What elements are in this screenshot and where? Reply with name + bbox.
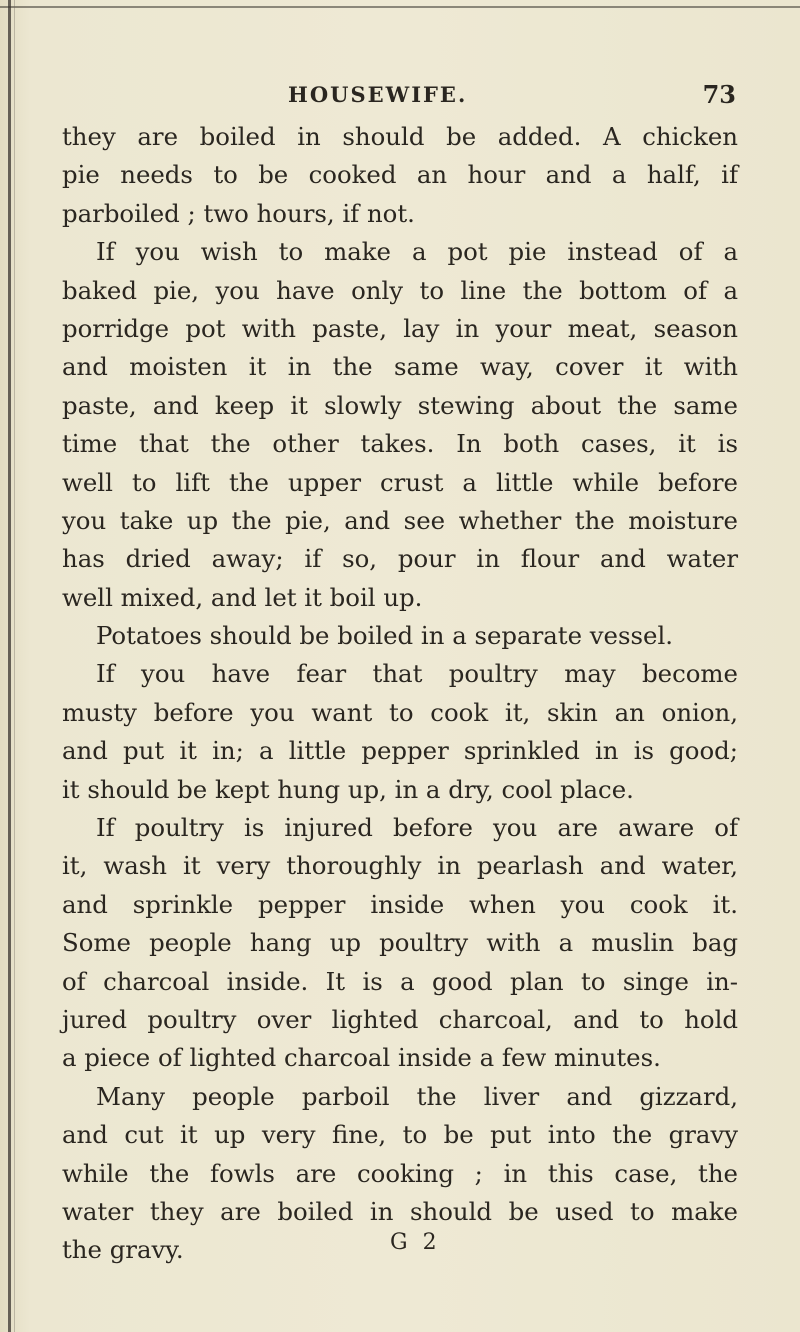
text-line: the gravy.	[62, 1235, 184, 1265]
page-edge-top	[0, 6, 800, 8]
body-text	[62, 118, 738, 1270]
text-line: parboiled ; two hours, if not.	[62, 198, 415, 228]
text-line: it, wash it very thoroughly in pearlash and water,	[62, 851, 738, 881]
text-line: water they are boiled in should be used to make	[62, 1196, 738, 1226]
text-line: If poultry is injured before you are aware of	[96, 813, 738, 843]
binding-gutter-shadow	[14, 0, 15, 1332]
text-line: time that the other takes. In both cases, it is	[62, 429, 738, 459]
binding-gutter	[8, 0, 11, 1332]
text-line: of charcoal inside. It is a good plan to singe in-	[62, 966, 738, 996]
text-line: porridge pot with paste, lay in your meat, season	[62, 313, 738, 343]
text-line: Some people hang up poultry with a muslin bag	[62, 928, 738, 958]
text-line: well mixed, and let it boil up.	[62, 582, 423, 612]
text-line: it should be kept hung up, in a dry, cool place.	[62, 774, 634, 804]
text-line: and moisten it in the same way, cover it with	[62, 352, 738, 382]
text-line: If you have fear that poultry may become	[96, 659, 738, 689]
text-line: jured poultry over lighted charcoal, and to hold	[62, 1004, 738, 1034]
text-line: and put it in; a little pepper sprinkled in is good;	[62, 736, 738, 766]
signature-mark: G 2	[390, 1230, 441, 1255]
text-line: and cut it up very fine, to be put into the gravy	[62, 1120, 738, 1150]
text-line: baked pie, you have only to line the bottom of a	[62, 275, 738, 305]
text-line: musty before you want to cook it, skin an onion,	[62, 697, 738, 727]
text-line: has dried away; if so, pour in flour and water	[62, 544, 738, 574]
text-line: pie needs to be cooked an hour and a half, if	[62, 160, 738, 190]
text-line: Potatoes should be boiled in a separate vessel.	[96, 621, 674, 651]
text-line: while the fowls are cooking ; in this case, the	[62, 1158, 738, 1188]
text-line: they are boiled in should be added. A chicken	[62, 122, 738, 151]
text-line: well to lift the upper crust a little while before	[62, 467, 738, 497]
text-line: a piece of lighted charcoal inside a few minutes.	[62, 1043, 661, 1073]
text-line: paste, and keep it slowly stewing about the same	[62, 390, 738, 420]
text-line: you take up the pie, and see whether the moisture	[62, 505, 738, 535]
running-head: HOUSEWIFE.	[288, 82, 468, 107]
text-line: and sprinkle pepper inside when you cook it.	[62, 889, 738, 919]
page-header	[62, 80, 738, 116]
text-line: Many people parboil the liver and gizzard,	[96, 1081, 738, 1111]
page-number: 73	[702, 80, 736, 109]
text-line: If you wish to make a pot pie instead of a	[96, 237, 738, 267]
